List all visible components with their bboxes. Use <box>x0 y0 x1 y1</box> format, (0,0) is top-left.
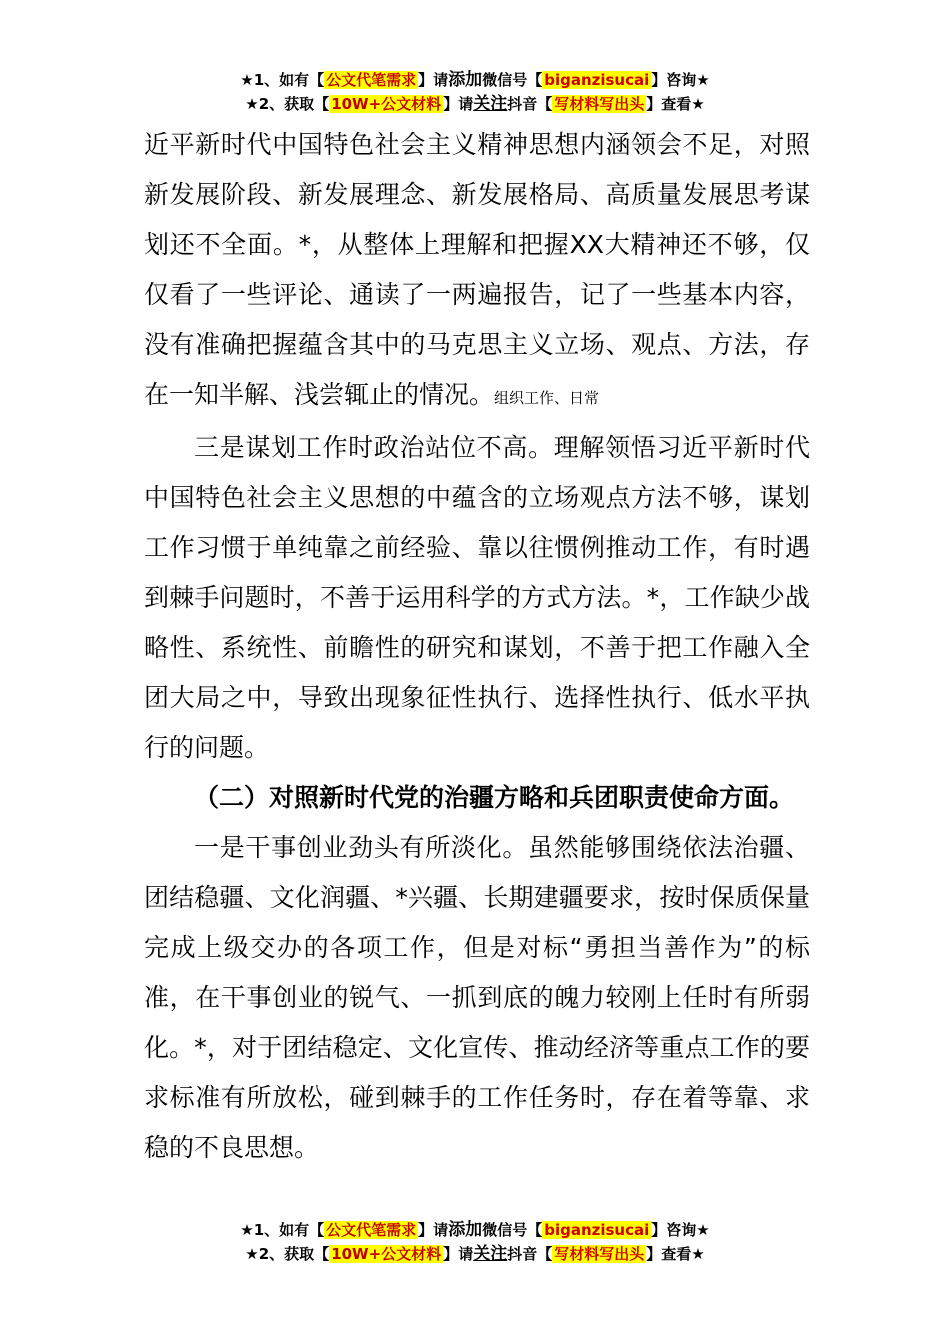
banner-text: 】请 <box>443 95 474 113</box>
banner-text: ★2、获取【 <box>245 95 330 113</box>
banner-text: 关注 <box>473 1244 508 1264</box>
banner-text: 抖音【 <box>507 95 553 113</box>
banner-line-2 <box>0 92 950 116</box>
banner-text: 】咨询★ <box>651 71 710 89</box>
banner-text: ★1、如有【 <box>240 71 325 89</box>
banner-text: 微信号【 <box>482 1221 543 1239</box>
banner-line-2 <box>0 1242 950 1266</box>
banner-text: 添加 <box>448 70 483 90</box>
banner-text: 】请 <box>418 1221 449 1239</box>
paragraph-1-text: 近平新时代中国特色社会主义精神思想内涵领会不足，对照新发展阶段、新发展理念、新发展格局、高质量发展思考谋划还不全面。*，从整体上理解和把握XX大精神还不够，仅仅看了一些评论、通读了一两遍报告，记了一些基本内容，没有准确把握蕴含其中的马克思主义立场、观点、方法，存在一知半解、浅尝辄止的情况。 <box>144 130 810 409</box>
banner-text: 添加 <box>448 1220 483 1240</box>
paragraph-1 <box>144 120 810 423</box>
paragraph-2: 三是谋划工作时政治站位不高。理解领悟习近平新时代中国特色社会主义思想的中蕴含的立场观点方法不够，谋划工作习惯于单纯靠之前经验、靠以往惯例推动工作，有时遇到棘手问题时，不善于运用科学的方式方法。*，工作缺少战略性、系统性、前瞻性的研究和谋划，不善于把工作融入全团大局之中，导致出现象征性执行、选择性执行、低水平执行的问题。 <box>144 433 810 762</box>
inline-note: 组织工作、日常 <box>494 389 600 407</box>
banner-text: ★2、获取【 <box>245 1245 330 1263</box>
banner-text: 】咨询★ <box>651 1221 710 1239</box>
banner-text: 抖音【 <box>507 1245 553 1263</box>
banner-text: ★1、如有【 <box>240 1221 325 1239</box>
paragraph-3: 一是干事创业劲头有所淡化。虽然能够围绕依法治疆、团结稳疆、文化润疆、*兴疆、长期建疆要求，按时保质保量完成上级交办的各项工作，但是对标“勇担当善作为”的标准，在干事创业的锐气、一抓到底的魄力较刚上任时有所弱化。*，对于团结稳定、文化宣传、推动经济等重点工作的要求标准有所放松，碰到棘手的工作任务时，存在着等靠、求稳的不良思想。 <box>144 833 810 1162</box>
highlight-wechat-id: biganzisucai <box>544 71 650 89</box>
highlight-douyin: 写材料写出头 <box>554 95 645 113</box>
document-body <box>144 120 810 1173</box>
banner-text: 】请 <box>443 1245 474 1263</box>
banner-line-1 <box>0 1218 950 1242</box>
highlight-douyin: 写材料写出头 <box>554 1245 645 1263</box>
highlight-wechat-id: biganzisucai <box>544 1221 650 1239</box>
highlight-materials: 10W+公文材料 <box>331 95 442 113</box>
highlight-service: 公文代笔需求 <box>326 71 417 89</box>
section-heading: （二）对照新时代党的治疆方略和兵团职责使命方面。 <box>194 783 795 812</box>
banner-text: 】查看★ <box>646 95 705 113</box>
footer-banner <box>0 1218 950 1266</box>
highlight-service: 公文代笔需求 <box>326 1221 417 1239</box>
banner-text: 关注 <box>473 94 508 114</box>
banner-text: 】请 <box>418 71 449 89</box>
banner-line-1 <box>0 68 950 92</box>
highlight-materials: 10W+公文材料 <box>331 1245 442 1263</box>
banner-text: 微信号【 <box>482 71 543 89</box>
banner-text: 】查看★ <box>646 1245 705 1263</box>
header-banner <box>0 68 950 116</box>
